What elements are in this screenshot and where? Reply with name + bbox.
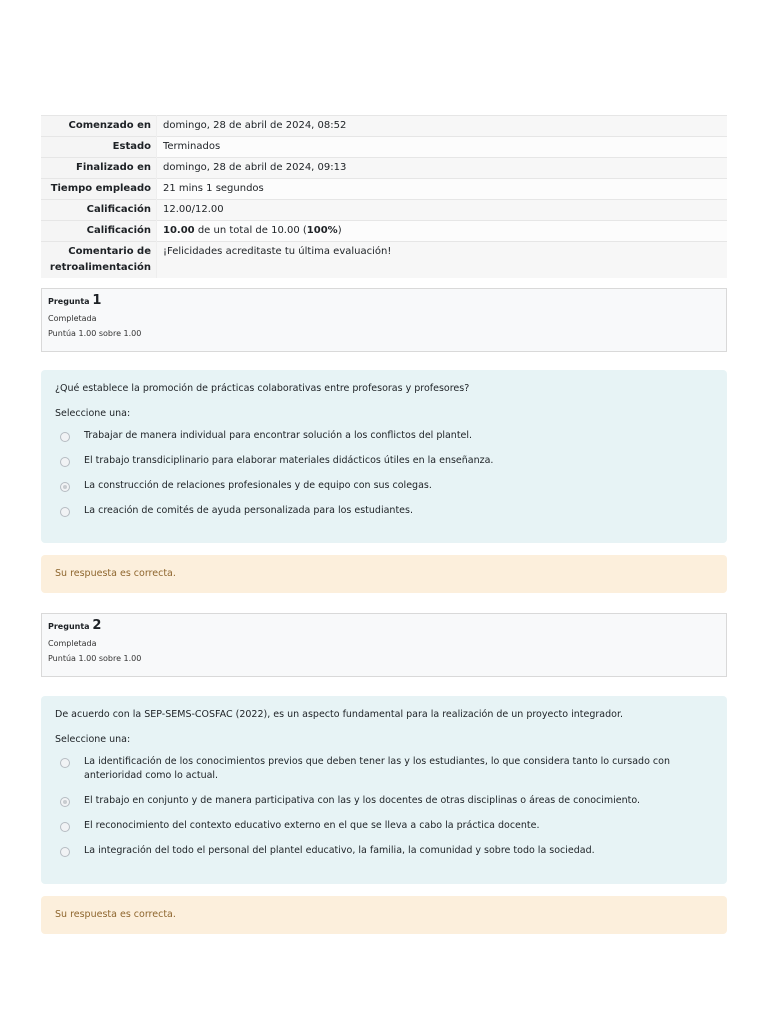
summary-value: Terminados bbox=[157, 137, 728, 158]
radio-button-checked[interactable] bbox=[60, 482, 70, 492]
answer-option-label: La integración del todo el personal del plantel educativo, la familia, la comunidad y sobre todo la sociedad. bbox=[84, 845, 595, 856]
question-1-info bbox=[41, 288, 727, 352]
grade-middle: de un total de 10.00 ( bbox=[194, 225, 307, 236]
question-prompt: Seleccione una: bbox=[55, 408, 131, 419]
answer-option[interactable] bbox=[55, 755, 713, 783]
grade-end: ) bbox=[337, 225, 342, 236]
answer-option[interactable] bbox=[55, 454, 713, 468]
radio-button[interactable] bbox=[60, 847, 70, 857]
answer-option[interactable] bbox=[55, 429, 713, 443]
attempt-summary bbox=[41, 115, 727, 278]
radio-button[interactable] bbox=[60, 432, 70, 442]
grade-value: 10.00 bbox=[163, 225, 195, 236]
summary-row-marks bbox=[41, 200, 727, 221]
question-2-feedback: Su respuesta es correcta. bbox=[41, 896, 727, 934]
question-number bbox=[48, 619, 720, 634]
answer-option-label: Trabajar de manera individual para encontrar solución a los conflictos del plantel. bbox=[84, 430, 473, 441]
answer-option-selected[interactable] bbox=[55, 794, 713, 808]
summary-row-feedback bbox=[41, 242, 727, 279]
summary-row-state bbox=[41, 137, 727, 158]
question-text: De acuerdo con la SEP-SEMS-COSFAC (2022), es un aspecto fundamental para la realización de un proyecto integrador. bbox=[55, 709, 624, 720]
question-1-feedback: Su respuesta es correcta. bbox=[41, 555, 727, 593]
summary-value: ¡Felicidades acreditaste tu última evaluación! bbox=[157, 242, 728, 279]
question-grade: Puntúa 1.00 sobre 1.00 bbox=[48, 654, 142, 663]
radio-button[interactable] bbox=[60, 457, 70, 467]
answer-option-label: La creación de comités de ayuda personalizada para los estudiantes. bbox=[84, 505, 413, 516]
question-label: Pregunta bbox=[48, 622, 90, 631]
radio-button[interactable] bbox=[60, 822, 70, 832]
radio-button-checked[interactable] bbox=[60, 797, 70, 807]
question-2-info bbox=[41, 613, 727, 677]
question-2-formulation bbox=[41, 696, 727, 884]
summary-label: Calificación bbox=[41, 200, 157, 221]
summary-label: Finalizado en bbox=[41, 158, 157, 179]
summary-label: Comentario de retroalimentación bbox=[41, 242, 157, 279]
answer-option-label: La construcción de relaciones profesionales y de equipo con sus colegas. bbox=[84, 480, 432, 491]
summary-value: domingo, 28 de abril de 2024, 09:13 bbox=[157, 158, 728, 179]
radio-button[interactable] bbox=[60, 758, 70, 768]
answer-option-label: El reconocimiento del contexto educativo externo en el que se lleva a cabo la práctica docente. bbox=[84, 820, 540, 831]
answer-option-label: El trabajo en conjunto y de manera participativa con las y los docentes de otras disciplinas o áreas de conocimiento. bbox=[84, 795, 641, 806]
question-state: Completada bbox=[48, 639, 97, 648]
summary-row-started bbox=[41, 116, 727, 137]
summary-label: Comenzado en bbox=[41, 116, 157, 137]
answer-option-label: La identificación de los conocimientos previos que deben tener las y los estudiantes, lo que considera tanto lo cursado con anterioridad como lo actual. bbox=[84, 756, 670, 781]
summary-value: 12.00/12.00 bbox=[157, 200, 728, 221]
question-1-formulation bbox=[41, 370, 727, 543]
question-grade: Puntúa 1.00 sobre 1.00 bbox=[48, 329, 142, 338]
summary-label: Calificación bbox=[41, 221, 157, 242]
summary-row-finished bbox=[41, 158, 727, 179]
summary-value bbox=[157, 221, 728, 242]
summary-row-grade bbox=[41, 221, 727, 242]
answer-option[interactable] bbox=[55, 819, 713, 833]
attempt-summary-table bbox=[41, 115, 727, 278]
summary-value: 21 mins 1 segundos bbox=[157, 179, 728, 200]
summary-row-time-taken bbox=[41, 179, 727, 200]
question-label: Pregunta bbox=[48, 297, 90, 306]
radio-button[interactable] bbox=[60, 507, 70, 517]
question-number-value: 2 bbox=[92, 618, 102, 633]
answer-option[interactable] bbox=[55, 504, 713, 518]
grade-percent: 100% bbox=[306, 225, 338, 236]
answer-option-label: El trabajo transdiciplinario para elaborar materiales didácticos útiles en la enseñanza. bbox=[84, 455, 494, 466]
answer-option-selected[interactable] bbox=[55, 479, 713, 493]
question-number bbox=[48, 294, 720, 309]
question-text: ¿Qué establece la promoción de prácticas colaborativas entre profesoras y profesores? bbox=[55, 383, 470, 394]
summary-value: domingo, 28 de abril de 2024, 08:52 bbox=[157, 116, 728, 137]
question-state: Completada bbox=[48, 314, 97, 323]
answer-option[interactable] bbox=[55, 844, 713, 858]
question-number-value: 1 bbox=[92, 293, 102, 308]
question-prompt: Seleccione una: bbox=[55, 734, 131, 745]
summary-label: Estado bbox=[41, 137, 157, 158]
summary-label: Tiempo empleado bbox=[41, 179, 157, 200]
